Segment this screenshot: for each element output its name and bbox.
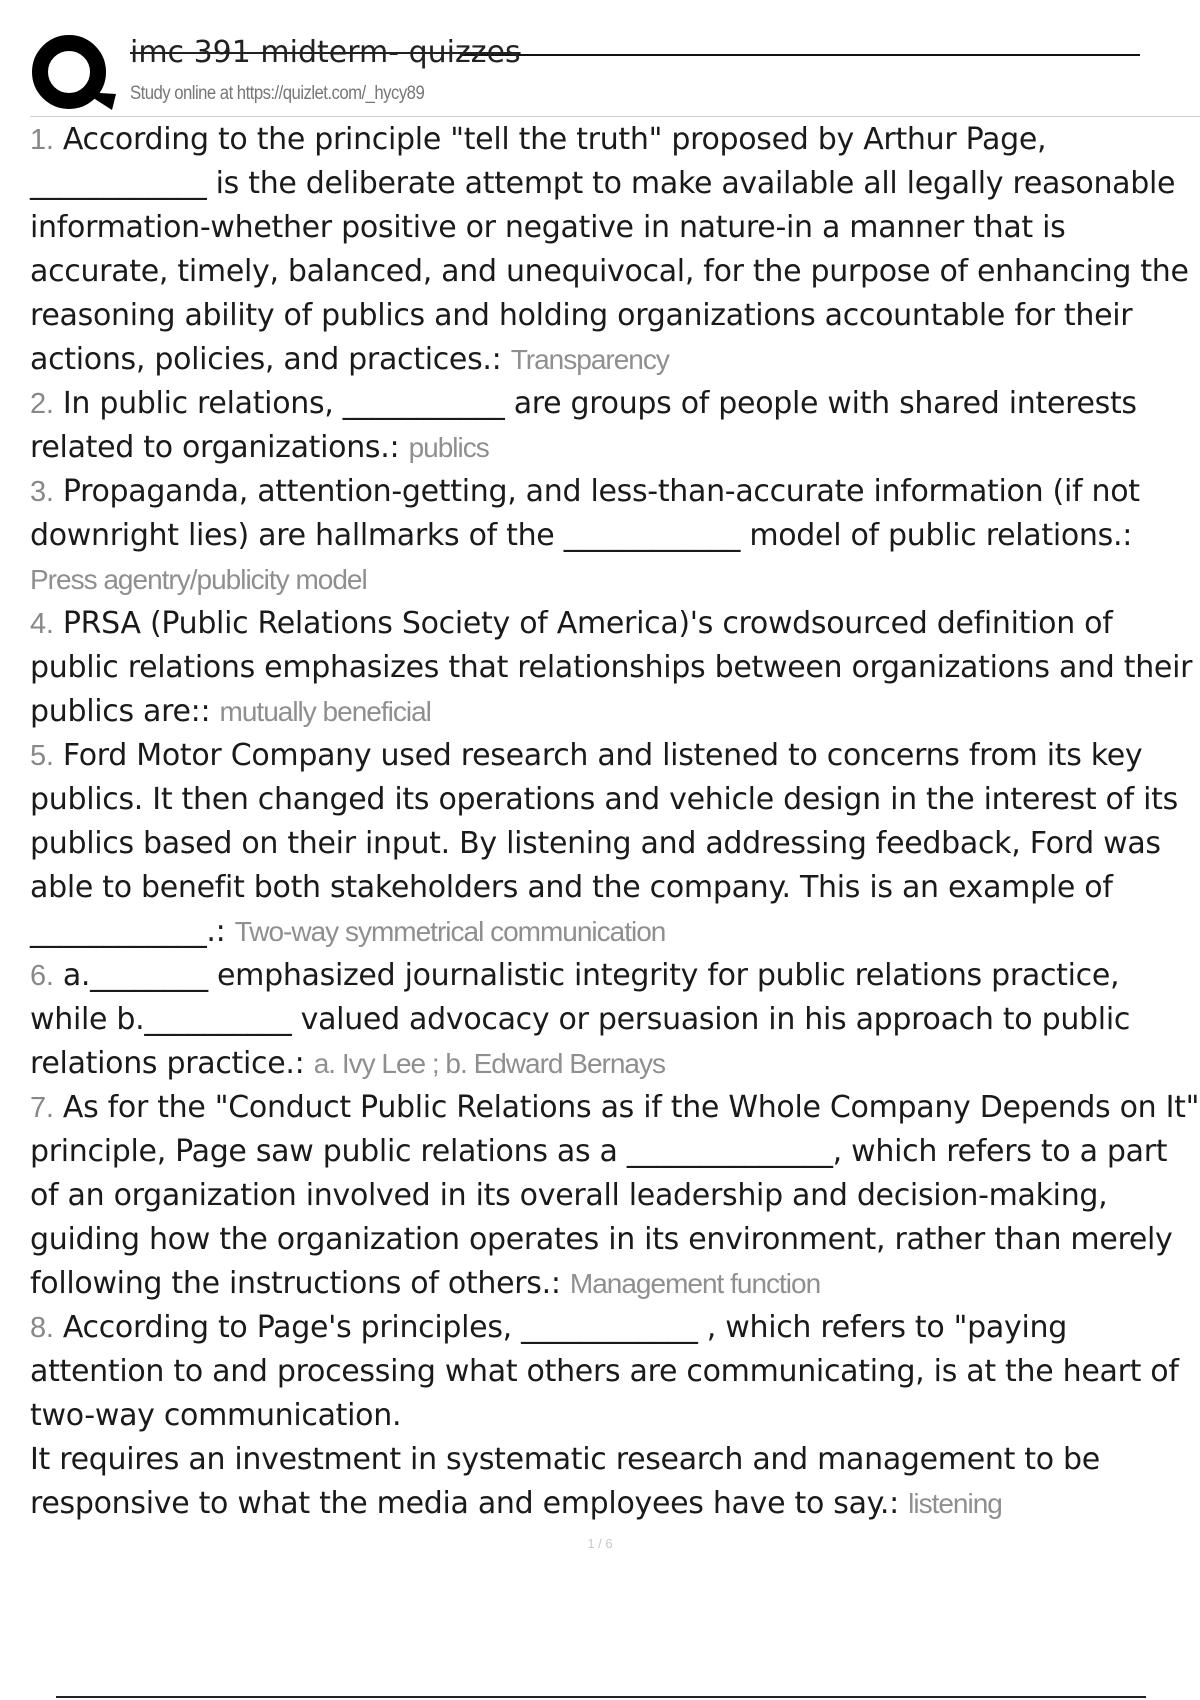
item-number: 2. [30, 388, 54, 420]
item-question: According to the principle "tell the truth" proposed by Arthur Page, ____________ is the deliberate attempt to make available all legally reasonable information-whether positive or negative in nature-in a manner that is accurate, timely, balanced, and unequivocal, for the purpose of enhancing the reasoning ability of publics and holding organizations accountable for their actions, policies, and practices.: [30, 122, 1189, 377]
item-question: In public relations, ___________ are groups of people with shared interests related to organizations.: [30, 386, 1137, 465]
title-rule [460, 54, 1140, 56]
item-question: a.________ emphasized journalistic integrity for public relations practice, while b.__________ valued advocacy or persuasion in his approach to public relations practice.: [30, 958, 1131, 1081]
item-answer: Press agentry/publicity model [30, 564, 367, 595]
header-divider [30, 116, 1200, 117]
item-number: 5. [30, 740, 54, 772]
quiz-item-6 [30, 954, 1200, 1086]
item-answer: a. Ivy Lee ; b. Edward Bernays [313, 1048, 665, 1079]
item-number: 1. [30, 124, 54, 156]
item-question: As for the "Conduct Public Relations as if the Whole Company Depends on It" principle, Page saw public relations as a ______________, which refers to a part of an organization involved in its overall leadership and decision-making, guiding how the organization operates in its environment, rather than merely following the instructions of others.: [30, 1090, 1200, 1301]
quiz-item-4 [30, 602, 1200, 734]
quizlet-logo-icon [32, 34, 142, 114]
item-number: 3. [30, 476, 54, 508]
item-answer: Two-way symmetrical communication [234, 916, 666, 947]
item-number: 7. [30, 1092, 54, 1124]
document-title: imc 391 midterm- quizzes [130, 35, 521, 70]
quiz-item-2 [30, 382, 1200, 470]
item-answer: listening [908, 1488, 1002, 1519]
item-answer: Transparency [510, 344, 669, 375]
item-number: 6. [30, 960, 54, 992]
item-question: Propaganda, attention-getting, and less-than-accurate information (if not downright lies) are hallmarks of the ____________ model of public relations.: [30, 474, 1140, 553]
quiz-item-3 [30, 470, 1200, 602]
quiz-item-8 [30, 1306, 1200, 1526]
item-answer: Management function [569, 1268, 821, 1299]
item-answer: publics [408, 432, 489, 463]
quiz-item-1 [30, 118, 1200, 382]
item-answer: mutually beneficial [219, 696, 431, 727]
footer-rule [56, 1696, 1146, 1698]
quiz-content [30, 118, 1200, 1526]
quiz-item-5 [30, 734, 1200, 954]
item-question: Ford Motor Company used research and listened to concerns from its key publics. It then changed its operations and vehicle design in the interest of its publics based on their input. By listening and addressing feedback, Ford was able to benefit both stakeholders and the company. This is an example of ____________.: [30, 738, 1178, 949]
page-number: 1 / 6 [587, 1536, 613, 1551]
quiz-item-7 [30, 1086, 1200, 1306]
document-header [30, 30, 1140, 114]
item-number: 4. [30, 608, 54, 640]
document-subtitle: Study online at https://quizlet.com/_hycy89 [130, 83, 425, 104]
item-number: 8. [30, 1312, 54, 1344]
item-question: PRSA (Public Relations Society of America)'s crowdsourced definition of public relations emphasizes that relationships between organizations and their publics are:: [30, 606, 1193, 729]
item-question: According to Page's principles, ____________ , which refers to "paying attention to and processing what others are communicating, is at the heart of two-way communication. It requires an investment in systematic research and management to be responsive to what the media and employees have to say.: [30, 1310, 1179, 1521]
